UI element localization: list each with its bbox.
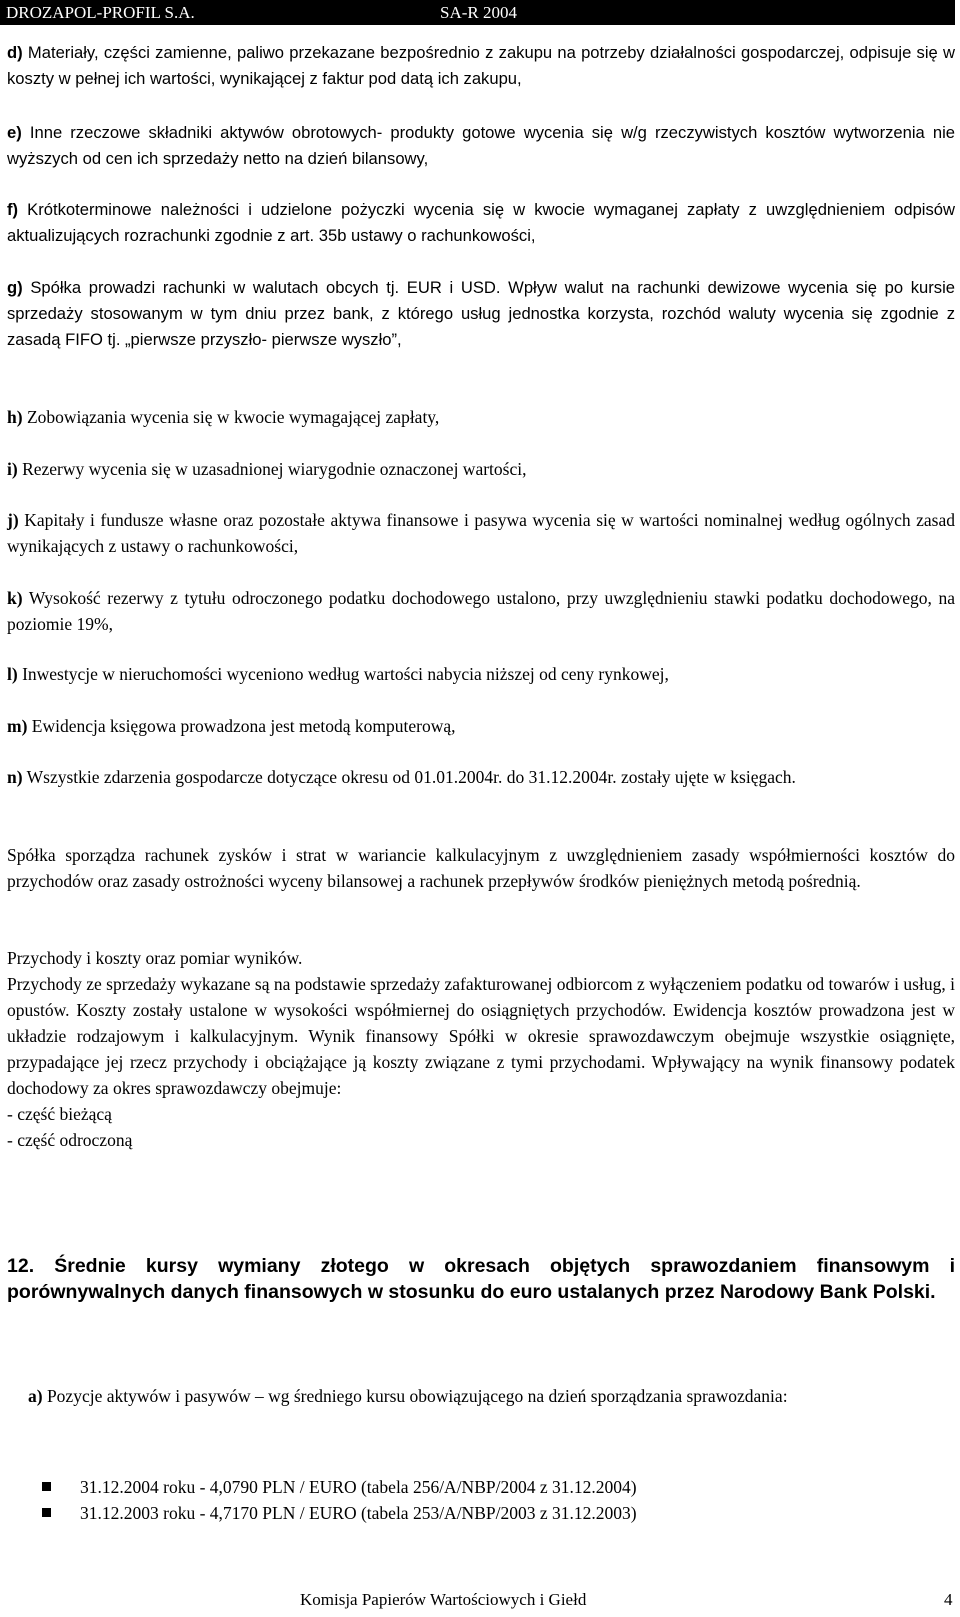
policy-item-i [7,456,955,482]
policy-item-d [7,40,955,92]
item-text: Rezerwy wycenia się w uzasadnionej wiarygodnie oznaczonej wartości, [22,459,527,479]
page-footer [0,1587,960,1613]
method-paragraph: Spółka sporządza rachunek zysków i strat w wariancie kalkulacyjnym z uwzględnieniem zasady współmierności kosztów do przychodów oraz zasady ostrożności wyceny bilansowej a rachunek przepływów środków pieniężnych metodą pośrednią. [7,845,955,891]
tax-part-deferred: - część odroczoną [7,1130,133,1150]
company-name: DROZAPOL-PROFIL S.A. [6,3,195,22]
item-text: Zobowiązania wycenia się w kwocie wymagającej zapłaty, [26,407,440,427]
item-text: Kapitały i fundusze własne oraz pozostałe aktywa finansowe i pasywa wycenia się w wartości nominalnej według ogólnych zasad wynikających z ustawy o rachunkowości, [7,510,955,556]
exchange-rate-list [40,1474,940,1526]
exchange-rate-item [40,1474,940,1500]
section-12-heading: 12. Średnie kursy wymiany złotego w okresach objętych sprawozdaniem finansowym i porównywalnych danych finansowych w stosunku do euro ustalanych przez Narodowy Bank Polski. [7,1255,955,1303]
square-bullet-icon [42,1508,51,1517]
policy-item-l [7,661,955,687]
policy-item-n [7,764,955,790]
item-label: h) [7,407,23,427]
item-label: f) [7,200,19,219]
square-bullet-icon [42,1482,51,1491]
policy-item-e [7,120,955,172]
item-label: m) [7,716,28,736]
item-label: e) [7,123,22,142]
item-text: Ewidencja księgowa prowadzona jest metodą komputerową, [31,716,456,736]
policy-item-m [7,713,955,739]
page-header [0,0,955,25]
item-label: i) [7,459,18,479]
policy-item-g [7,275,955,353]
item-text: Inwestycje w nieruchomości wyceniono według wartości nabycia niższej od ceny rynkowej, [22,664,669,684]
revenue-text: Przychody ze sprzedaży wykazane są na podstawie sprzedaży zafakturowanej odbiorcom z wyłączeniem podatku od towarów i usług, i opustów. Koszty zostały ustalone w wysokości współmiernej do osiągniętych przychodów. Ewidencja kosztów prowadzona jest w układzie rodzajowym i kalkulacyjnym. Wynik finansowy Spółki w okresie sprawozdawczym obejmuje wszystkie osiągnięte, przypadające jej rzecz przychody i obciążające ją koszty związane z tymi przychodami. Wpływający na wynik finansowy podatek dochodowy za okres sprawozdawczy obejmuje: [7,974,955,1098]
policy-item-k [7,585,955,637]
item-label: j) [7,510,19,530]
policy-item-f [7,197,955,249]
item-label: k) [7,588,23,608]
page-number: 4 [944,1590,953,1609]
item-label: d) [7,43,23,62]
footer-commission: Komisja Papierów Wartościowych i Giełd [300,1590,587,1609]
report-code: SA-R 2004 [440,3,517,22]
item-text: Inne rzeczowe składniki aktywów obrotowych- produkty gotowe wycenia się w/g rzeczywistych kosztów wytworzenia nie wyższych od cen ich sprzedaży netto na dzień bilansowy, [7,123,955,168]
item-text: Spółka prowadzi rachunki w walutach obcych tj. EUR i USD. Wpływ walut na rachunki dewizowe wycenia się po kursie sprzedaży stosowanym w tym dniu przez bank, z którego usług jednostka korzysta, rozchód waluty wycenia się zgodnie z zasadą FIFO tj. „pierwsze przyszło- pierwsze wyszło”, [7,278,955,349]
item-label: a) [28,1386,43,1406]
revenue-section [7,945,955,1153]
item-text: Krótkoterminowe należności i udzielone pożyczki wycenia się w kwocie wymaganej zapłaty z uwzględnieniem odpisów aktualizujących rozrachunki zgodnie z art. 35b ustawy o rachunkowości, [7,200,955,245]
policy-item-h [7,404,955,430]
item-text: Wysokość rezerwy z tytułu odroczonego podatku dochodowego ustalono, przy uwzględnieniu stawki podatku dochodowego, na poziomie 19%, [7,588,955,634]
exchange-rate-item [40,1500,940,1526]
exchange-rate-text: 31.12.2004 roku - 4,0790 PLN / EURO (tabela 256/A/NBP/2004 z 31.12.2004) [80,1477,637,1497]
item-text: Wszystkie zdarzenia gospodarcze dotyczące okresu od 01.01.2004r. do 31.12.2004r. zostały ujęte w księgach. [26,767,796,787]
item-label: g) [7,278,23,297]
item-text: Pozycje aktywów i pasywów – wg średniego kursu obowiązującego na dzień sporządzania sprawozdania: [46,1386,788,1406]
item-label: n) [7,767,23,787]
item-label: l) [7,664,18,684]
exchange-rate-text: 31.12.2003 roku - 4,7170 PLN / EURO (tabela 253/A/NBP/2003 z 31.12.2003) [80,1503,637,1523]
section-12-subitem-a [28,1383,955,1409]
policy-item-j [7,507,955,559]
revenue-title: Przychody i koszty oraz pomiar wyników. [7,948,303,968]
item-text: Materiały, części zamienne, paliwo przekazane bezpośrednio z zakupu na potrzeby działalności gospodarczej, odpisuje się w koszty w pełnej ich wartości, wynikającej z faktur pod datą ich zakupu, [7,43,955,88]
tax-part-current: - część bieżącą [7,1104,112,1124]
